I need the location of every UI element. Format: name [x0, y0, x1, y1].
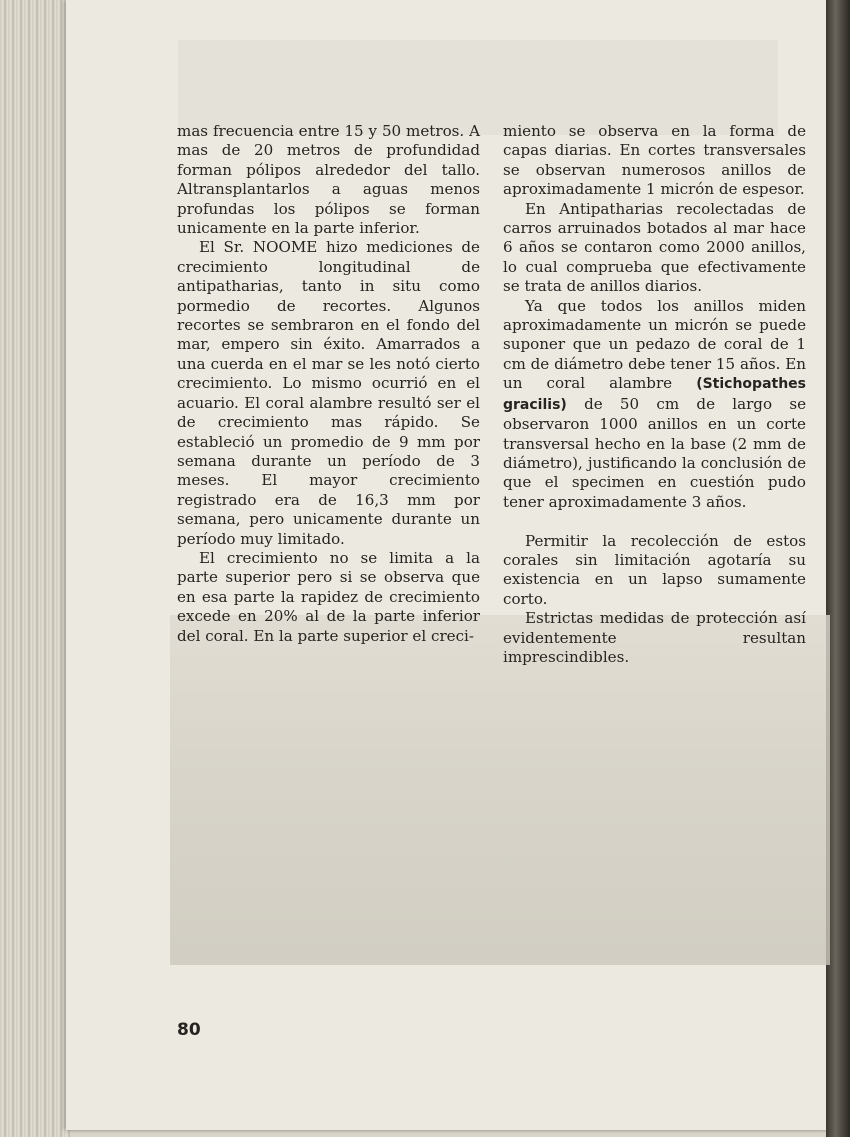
text-run: Ya que todos los anillos miden aproximadamente un micrón se puede suponer que un pedazo de coral de 1 cm de diámetro debe tener 15 años. En un coral alambre — [503, 296, 806, 393]
paragraph: miento se observa en la forma de capas diarias. En cortes transversales se observan numerosos anillos de aproximadamente 1 micrón de espesor. — [503, 122, 806, 199]
page-edges — [0, 0, 70, 1137]
paragraph — [503, 297, 806, 512]
paragraph: El Sr. NOOME hizo mediciones de crecimiento longitudinal de antipatharias, tanto in situ como pormedio de recortes. Algunos recortes se sembraron en el fondo del mar, empero sin éxito. Amarrados a una cuerda en el mar se les notó cierto crecimiento. Lo mismo ocurrió en el acuario. El coral alambre resultó ser el de crecimiento mas rápido. Se estableció un promedio de 9 mm por semana durante un período de 3 meses. El mayor crecimiento registrado era de 16,3 mm por semana, pero unicamente durante un período muy limitado. — [177, 238, 480, 548]
paragraph: mas frecuencia entre 15 y 50 metros. A mas de 20 metros de profundidad forman pólipos alrededor del tallo. Altransplantarlos a aguas menos profundas los pólipos se forman unicamente en la parte inferior. — [177, 122, 480, 238]
binding-shadow — [826, 0, 850, 1137]
page-number: 80 — [177, 1020, 201, 1040]
show-through-header — [178, 40, 778, 135]
paragraph: El crecimiento no se limita a la parte superior pero si se observa que en esa parte la rapidez de crecimiento excede en 20% al de la parte inferior del coral. En la parte superior el creci- — [177, 548, 480, 645]
paragraph: Estrictas medidas de protección así evidentemente resultan imprescindibles. — [503, 609, 806, 666]
paragraph: Permitir la recolección de estos corales sin limitación agotaría su existencia en un lapso sumamente corto. — [503, 531, 806, 608]
text-run: de 50 cm de largo se observaron 1000 anillos en un corte transversal hecho en la base (2 mm de diámetro), justificando la conclusión de que el specimen en cuestión pudo tener aproximadamente 3 años. — [503, 394, 806, 511]
paragraph: En Antipatharias recolectadas de carros arruinados botados al mar hace 6 años se contaron como 2000 anillos, lo cual comprueba que efectivamente se trata de anillos diarios. — [503, 199, 806, 296]
show-through-photo — [170, 615, 830, 965]
left-column — [177, 122, 480, 646]
species-name: (Stichopathes gracilis) — [503, 376, 806, 413]
right-column — [503, 122, 806, 667]
